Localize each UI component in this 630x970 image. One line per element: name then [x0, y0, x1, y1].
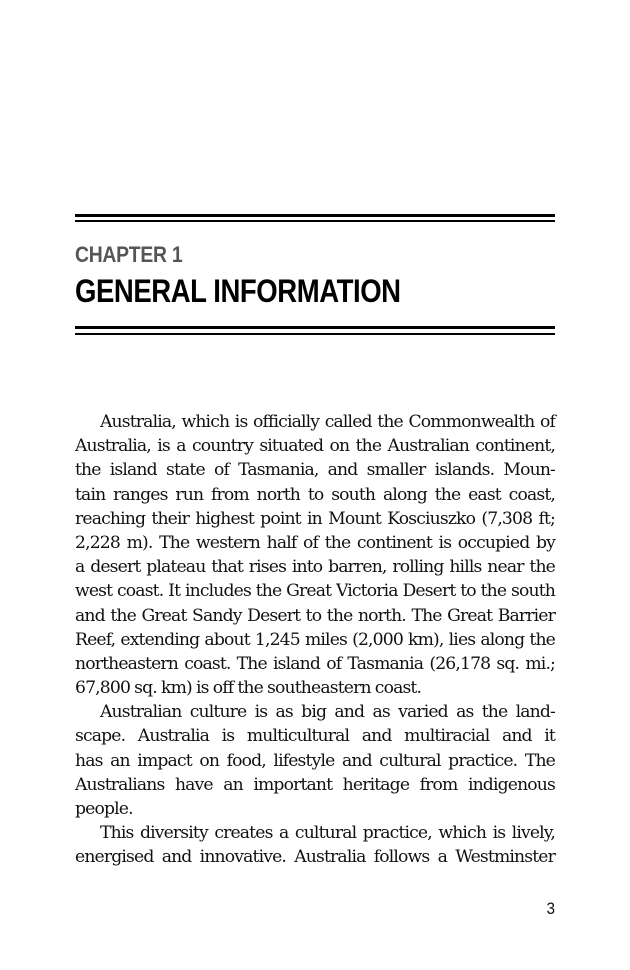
- body-text: [75, 410, 555, 870]
- text-line: tain ranges run from north to south along the east coast,: [75, 484, 555, 505]
- text-line: Australian culture is as big and as varied as the land-: [100, 702, 555, 723]
- top-rule-upper: [75, 214, 555, 217]
- text-line: Australia, which is officially called the Commonwealth of: [100, 412, 555, 432]
- page-number: 3: [546, 899, 555, 918]
- text-line: energised and innovative. Australia follows a Westminster: [75, 847, 555, 868]
- text-line: reaching their highest point in Mount Kosciuszko (7,308 ft;: [75, 508, 555, 529]
- text-line: Australia, is a country situated on the Australian continent,: [75, 436, 555, 457]
- text-line: has an impact on food, lifestyle and cultural practice. The: [75, 750, 555, 771]
- text-line: Reef, extending about 1,245 miles (2,000 km), lies along the: [75, 629, 555, 650]
- text-line: This diversity creates a cultural practice, which is lively,: [100, 823, 555, 844]
- text-line: west coast. It includes the Great Victoria Desert to the south: [75, 581, 555, 602]
- bottom-rule-upper: [75, 326, 555, 329]
- bottom-rule-lower: [75, 333, 555, 335]
- text-line: 67,800 sq. km) is off the southeastern coast.: [75, 678, 422, 699]
- text-line: northeastern coast. The island of Tasmania (26,178 sq. mi.;: [75, 653, 555, 674]
- chapter-label: CHAPTER 1: [75, 242, 183, 267]
- text-line: people.: [75, 799, 133, 819]
- text-line: and the Great Sandy Desert to the north. The Great Barrier: [75, 605, 555, 626]
- top-rule-lower: [75, 220, 555, 222]
- text-line: a desert plateau that rises into barren, rolling hills near the: [75, 557, 555, 578]
- text-line: 2,228 m). The western half of the continent is occupied by: [75, 532, 555, 553]
- chapter-title: GENERAL INFORMATION: [75, 273, 401, 309]
- text-line: the island state of Tasmania, and smaller islands. Moun-: [75, 460, 555, 481]
- text-line: Australians have an important heritage from indigenous: [75, 774, 555, 795]
- text-line: scape. Australia is multicultural and multiracial and it: [75, 726, 555, 747]
